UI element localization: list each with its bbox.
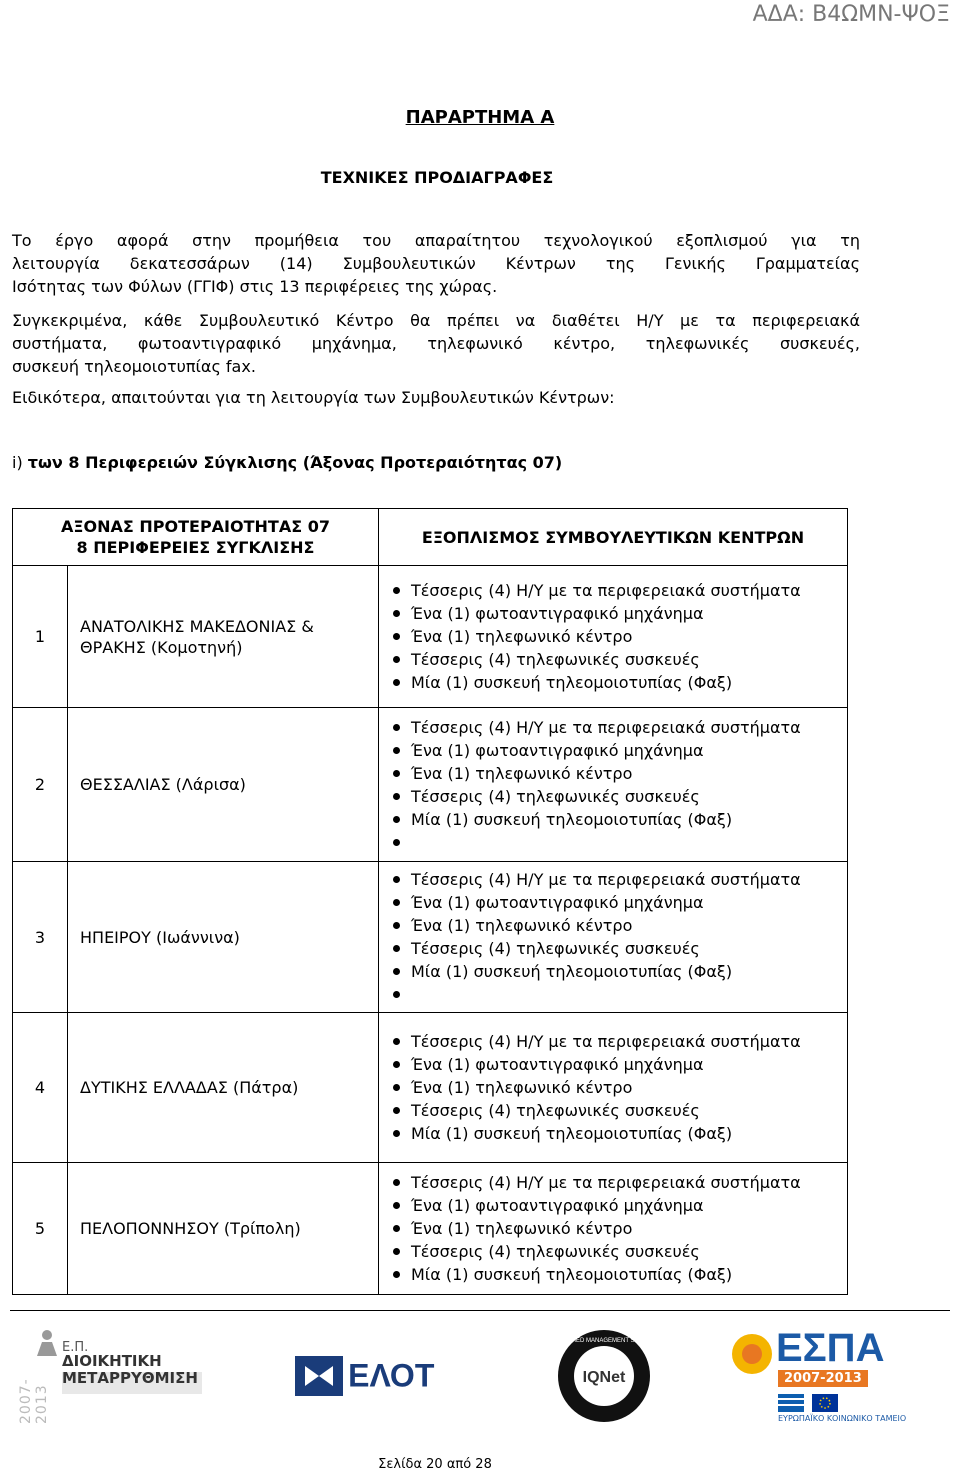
equipment-list [393,1171,847,1286]
equipment-item: Τέσσερις (4) τηλεφωνικές συσκευές [393,937,847,960]
table-row [13,566,848,708]
paragraph-intro [12,229,860,298]
logo-ep-year: 2007-2013 [18,1378,50,1424]
region-name: ΑΝΑΤΟΛΙΚΗΣ ΜΑΚΕΔΟΝΙΑΣ & [80,616,314,636]
page-number: Σελίδα 20 από 28 [378,1457,492,1472]
table-row [13,862,848,1013]
region-name: ΘΡΑΚΗΣ (Κομοτηνή) [80,637,243,657]
row-number: 2 [13,708,68,862]
equipment-cell [379,1163,848,1295]
logo-espa-name: ΕΣΠΑ [776,1326,885,1370]
region-cell [68,862,379,1013]
paragraph-line: συστήματα, φωτοαντιγραφικό μηχάνημα, τηλεφωνικό κέντρο, τηλεφωνικές συσκευές, [12,334,860,353]
equipment-item: Τέσσερις (4) τηλεφωνικές συσκευές [393,1099,847,1122]
logo-ep-dioikitiki-metarrythmisi [18,1324,198,1424]
equipment-item: Ένα (1) φωτοαντιγραφικό μηχάνημα [393,1053,847,1076]
region-name: ΘΕΣΣΑΛΙΑΣ (Λάρισα) [80,775,246,794]
paragraph-line: Ισότητας των Φύλων (ΓΓΙΦ) στις 13 περιφέρειες της χώρας. [12,277,498,296]
section-subtitle: ΤΕΧΝΙΚΕΣ ΠΡΟΔΙΑΓΡΑΦΕΣ [320,168,554,187]
equipment-item: Τέσσερις (4) Η/Υ με τα περιφερειακά συστήματα [393,716,847,739]
equipment-list [393,1030,847,1145]
footer-logos [0,1318,960,1428]
region-name: ΗΠΕΙΡΟΥ (Ιωάννινα) [80,927,240,947]
table-row [13,1013,848,1163]
row-number: 4 [13,1013,68,1163]
footer-divider [10,1310,950,1311]
equipment-item: Ένα (1) τηλεφωνικό κέντρο [393,1217,847,1240]
logo-ep-line1: ΔΙΟΙΚΗΤΙΚΗ [62,1352,162,1370]
paragraph-line: Το έργο αφορά στην προμήθεια του απαραίτητου τεχνολογικού εξοπλισμού για τη [12,231,860,250]
section-i-heading [12,453,562,472]
region-name: ΠΕΛΟΠΟΝΝΗΣΟΥ (Τρίπολη) [80,1219,301,1238]
table-row [13,1163,848,1295]
region-cell [68,708,379,862]
equipment-cell [379,1013,848,1163]
equipment-item: Μία (1) συσκευή τηλεομοιοτυπίας (Φαξ) [393,671,847,694]
equipment-list [393,716,847,854]
equipment-item: Τέσσερις (4) Η/Υ με τα περιφερειακά συστήματα [393,579,847,602]
equipment-item [393,831,847,854]
logo-ep-line2: ΜΕΤΑΡΡΥΘΜΙΣΗ [62,1369,198,1387]
header-axis-line: 8 ΠΕΡΙΦΕΡΕΙΕΣ ΣΥΓΚΛΙΣΗΣ [76,538,315,557]
equipment-item: Ένα (1) φωτοαντιγραφικό μηχάνημα [393,602,847,625]
paragraph-line: συσκευή τηλεομοιοτυπίας fax. [12,357,256,376]
equipment-item: Ένα (1) φωτοαντιγραφικό μηχάνημα [393,891,847,914]
equipment-item: Ένα (1) φωτοαντιγραφικό μηχάνημα [393,1194,847,1217]
iqnet-ring-text: CERTIFIED MANAGEMENT SYSTEM [556,1338,652,1344]
equipment-item: Τέσσερις (4) τηλεφωνικές συσκευές [393,785,847,808]
equipment-item: Ένα (1) τηλεφωνικό κέντρο [393,914,847,937]
logo-elot-text: ΕΛΟΤ [348,1357,435,1394]
iqnet-name: IQNet [582,1369,626,1386]
espa-sun-icon [730,1332,774,1376]
region-cell [68,1163,379,1295]
section-i-prefix: i) [12,453,23,472]
equipment-item: Μία (1) συσκευή τηλεομοιοτυπίας (Φαξ) [393,808,847,831]
equipment-item: Ένα (1) τηλεφωνικό κέντρο [393,1076,847,1099]
elot-mark-icon [295,1356,343,1396]
equipment-item: Τέσσερις (4) Η/Υ με τα περιφερειακά συστήματα [393,868,847,891]
paragraph-requirements [12,386,860,409]
row-number: 1 [13,566,68,708]
equipment-cell [379,566,848,708]
equipment-cell [379,708,848,862]
paragraph-equipment [12,309,860,378]
header-equipment: ΕΞΟΠΛΙΣΜΟΣ ΣΥΜΒΟΥΛΕΥΤΙΚΩΝ ΚΕΝΤΡΩΝ [379,509,848,566]
equipment-table [12,508,848,1295]
table-row [13,708,848,862]
logo-ep-label: Ε.Π. [62,1340,89,1355]
logo-elot [295,1356,434,1396]
row-number: 3 [13,862,68,1013]
logo-espa [730,1326,930,1426]
logo-espa-years: 2007-2013 [778,1370,868,1387]
equipment-item: Ένα (1) φωτοαντιγραφικό μηχάνημα [393,739,847,762]
equipment-item: Μία (1) συσκευή τηλεομοιοτυπίας (Φαξ) [393,960,847,983]
equipment-cell [379,862,848,1013]
equipment-list [393,579,847,694]
table-header-row [13,509,848,566]
region-cell [68,1013,379,1163]
equipment-item: Τέσσερις (4) Η/Υ με τα περιφερειακά συστήματα [393,1171,847,1194]
equipment-item: Ένα (1) τηλεφωνικό κέντρο [393,625,847,648]
equipment-item: Τέσσερις (4) τηλεφωνικές συσκευές [393,648,847,671]
section-i-title: των 8 Περιφερειών Σύγκλισης (Άξονας Προτεραιότητας 07) [27,453,563,472]
iqnet-seal-icon [556,1328,652,1424]
equipment-item: Τέσσερις (4) τηλεφωνικές συσκευές [393,1240,847,1263]
region-name: ΔΥΤΙΚΗΣ ΕΛΛΑΔΑΣ (Πάτρα) [80,1078,299,1097]
paragraph-line: Ειδικότερα, απαιτούνται για τη λειτουργία των Συμβουλευτικών Κέντρων: [12,388,615,407]
equipment-item: Τέσσερις (4) Η/Υ με τα περιφερειακά συστήματα [393,1030,847,1053]
paragraph-line: λειτουργία δεκατεσσάρων (14) Συμβουλευτικών Κέντρων της Γενικής Γραμματείας [12,254,860,273]
paragraph-line: Συγκεκριμένα, κάθε Συμβουλευτικό Κέντρο θα πρέπει να διαθέτει Η/Υ με τα περιφερειακά [12,311,860,330]
equipment-item: Μία (1) συσκευή τηλεομοιοτυπίας (Φαξ) [393,1122,847,1145]
logo-iqnet [556,1328,652,1428]
person-icon [32,1328,62,1358]
region-cell [68,566,379,708]
equipment-item: Ένα (1) τηλεφωνικό κέντρο [393,762,847,785]
flags-icon [778,1394,918,1412]
row-number: 5 [13,1163,68,1295]
header-axis [13,509,379,566]
ada-code: ΑΔΑ: Β4ΩΜΝ-ΨΟΞ [752,2,950,27]
equipment-item [393,983,847,1006]
equipment-list [393,868,847,1006]
header-axis-line: ΑΞΟΝΑΣ ΠΡΟΤΕΡΑΙΟΤΗΤΑΣ 07 [61,517,330,536]
annex-title: ΠΑΡΑΡΤΗΜΑ Α [405,107,555,128]
equipment-item: Μία (1) συσκευή τηλεομοιοτυπίας (Φαξ) [393,1263,847,1286]
logo-espa-eu: ΕΥΡΩΠΑΪΚΟ ΚΟΙΝΩΝΙΚΟ ΤΑΜΕΙΟ [778,1414,907,1423]
